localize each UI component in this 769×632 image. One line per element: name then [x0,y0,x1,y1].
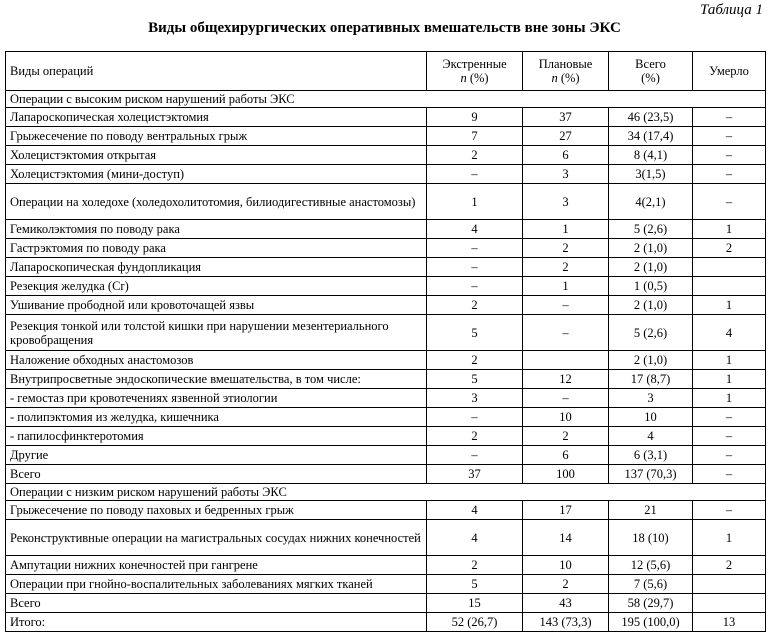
row-emergency: 2 [427,556,523,575]
row-name: Операции на холедохе (холедохолитотомия, билиодигестивные анастомозы) [6,184,427,220]
row-total: 6 (3,1) [609,446,693,465]
row-emergency: 52 (26,7) [427,613,523,632]
table-row [6,277,766,296]
row-total: 8 (4,1) [609,146,693,165]
row-died: – [693,408,766,427]
table-title: Виды общехирургических оперативных вмешательств вне зоны ЭКС [148,20,621,36]
row-name: Ушивание прободной или кровоточащей язвы [6,296,427,315]
row-died [693,594,766,613]
row-total: 195 (100,0) [609,613,693,632]
row-total: 7 (5,6) [609,575,693,594]
row-name: Грыжесечение по поводу паховых и бедренных грыж [6,501,427,520]
row-name: Операции при гнойно-воспалительных заболеваниях мягких тканей [6,575,427,594]
row-emergency: – [427,239,523,258]
row-emergency: 2 [427,146,523,165]
row-total: 5 (2,6) [609,315,693,351]
row-planned: 1 [523,277,609,296]
col-header-emergency: Экстренные n (%) [427,52,523,91]
row-died: 2 [693,239,766,258]
table-body [6,91,766,632]
row-total: 2 (1,0) [609,258,693,277]
row-planned: 10 [523,408,609,427]
table-row [6,594,766,613]
row-name: Реконструктивные операции на магистральных сосудах нижних конечностей [6,520,427,556]
row-died: 1 [693,520,766,556]
row-total: 46 (23,5) [609,108,693,127]
row-planned: 6 [523,446,609,465]
row-name: Гастрэктомия по поводу рака [6,239,427,258]
row-emergency: 5 [427,315,523,351]
row-name: - папилосфинктеротомия [6,427,427,446]
table-row [6,108,766,127]
table-row [6,408,766,427]
row-died [693,277,766,296]
row-planned: 43 [523,594,609,613]
row-emergency: 2 [427,427,523,446]
operations-table [5,51,766,632]
row-total: 2 (1,0) [609,239,693,258]
row-died [693,258,766,277]
row-planned: 2 [523,258,609,277]
row-emergency: 3 [427,389,523,408]
row-planned: – [523,296,609,315]
row-total: 18 (10) [609,520,693,556]
row-died: – [693,165,766,184]
table-row [6,520,766,556]
row-died: – [693,501,766,520]
row-name: Наложение обходных анастомозов [6,351,427,370]
row-planned: 17 [523,501,609,520]
row-emergency: 4 [427,520,523,556]
row-name: Внутрипросветные эндоскопические вмешательства, в том числе: [6,370,427,389]
row-total: 1 (0,5) [609,277,693,296]
section-row-high-risk [6,91,766,108]
row-total: 17 (8,7) [609,370,693,389]
row-planned: 12 [523,370,609,389]
row-total: 3 [609,389,693,408]
col-header-total: Всего (%) [609,52,693,91]
row-name: Резекция желудка (Cr) [6,277,427,296]
row-emergency: – [427,165,523,184]
table-row [6,165,766,184]
row-emergency: – [427,258,523,277]
row-total: 2 (1,0) [609,351,693,370]
table-row [6,556,766,575]
row-planned: 14 [523,520,609,556]
row-planned: 100 [523,465,609,484]
row-died: – [693,184,766,220]
row-name: Всего [6,465,427,484]
row-planned: 2 [523,427,609,446]
row-planned: 3 [523,184,609,220]
row-name: Грыжесечение по поводу вентральных грыж [6,127,427,146]
row-name: - гемостаз при кровотечениях язвенной этиологии [6,389,427,408]
row-died: – [693,146,766,165]
row-total: 4(2,1) [609,184,693,220]
row-emergency: 4 [427,220,523,239]
row-emergency: 2 [427,296,523,315]
row-planned: – [523,315,609,351]
table-row [6,575,766,594]
row-died: – [693,465,766,484]
table-row [6,465,766,484]
grand-total-row [6,613,766,632]
row-total: 12 (5,6) [609,556,693,575]
row-died: 13 [693,613,766,632]
row-total: 34 (17,4) [609,127,693,146]
row-died: 1 [693,389,766,408]
row-planned: 6 [523,146,609,165]
row-name: Резекция тонкой или толстой кишки при нарушении мезентериального кровобращения [6,315,427,351]
row-died: – [693,108,766,127]
row-died: 1 [693,296,766,315]
table-row [6,370,766,389]
row-planned: 143 (73,3) [523,613,609,632]
row-emergency: 2 [427,351,523,370]
table-row [6,239,766,258]
row-name: Лапароскопическая холецистэктомия [6,108,427,127]
row-died [693,575,766,594]
row-died: 2 [693,556,766,575]
row-total: 137 (70,3) [609,465,693,484]
row-died: 4 [693,315,766,351]
row-name: Холецистэктомия открытая [6,146,427,165]
table-row [6,446,766,465]
table-row [6,315,766,351]
table-row [6,258,766,277]
row-emergency: – [427,446,523,465]
table-row [6,427,766,446]
row-planned: 3 [523,165,609,184]
col-header-name: Виды операций [6,52,427,91]
row-emergency: – [427,277,523,296]
row-died: – [693,427,766,446]
row-name: Итого: [6,613,427,632]
row-planned: 27 [523,127,609,146]
row-planned: 10 [523,556,609,575]
row-emergency: 1 [427,184,523,220]
row-name: Гемиколэктомия по поводу рака [6,220,427,239]
row-emergency: – [427,408,523,427]
row-name: Лапароскопическая фундопликация [6,258,427,277]
row-total: 2 (1,0) [609,296,693,315]
row-name: Холецистэктомия (мини-доступ) [6,165,427,184]
row-planned [523,351,609,370]
section-title: Операции с низким риском нарушений работы ЭКС [6,484,766,501]
row-died: 1 [693,220,766,239]
row-planned: 37 [523,108,609,127]
row-emergency: 4 [427,501,523,520]
row-total: 58 (29,7) [609,594,693,613]
row-emergency: 37 [427,465,523,484]
row-planned: 2 [523,575,609,594]
row-emergency: 5 [427,370,523,389]
table-header-row [6,52,766,91]
section-row-low-risk [6,484,766,501]
col-header-planned: Плановые n (%) [523,52,609,91]
table-row [6,127,766,146]
row-died: – [693,127,766,146]
col-header-died: Умерло [693,52,766,91]
row-planned: – [523,389,609,408]
row-name: Всего [6,594,427,613]
row-emergency: 7 [427,127,523,146]
table-row [6,389,766,408]
row-planned: 2 [523,239,609,258]
table-row [6,501,766,520]
table-number-label: Таблица 1 [700,2,763,18]
row-planned: 1 [523,220,609,239]
table-row [6,146,766,165]
table-row [6,220,766,239]
row-name: Другие [6,446,427,465]
section-title: Операции с высоким риском нарушений работы ЭКС [6,91,766,108]
row-died: 1 [693,370,766,389]
row-died: 1 [693,351,766,370]
row-total: 10 [609,408,693,427]
row-total: 3(1,5) [609,165,693,184]
row-emergency: 9 [427,108,523,127]
table-row [6,296,766,315]
row-total: 5 (2,6) [609,220,693,239]
row-total: 21 [609,501,693,520]
row-name: - полипэктомия из желудка, кишечника [6,408,427,427]
table-row [6,184,766,220]
row-emergency: 5 [427,575,523,594]
table-row [6,351,766,370]
row-emergency: 15 [427,594,523,613]
row-name: Ампутации нижних конечностей при гангрене [6,556,427,575]
row-died: – [693,446,766,465]
row-total: 4 [609,427,693,446]
